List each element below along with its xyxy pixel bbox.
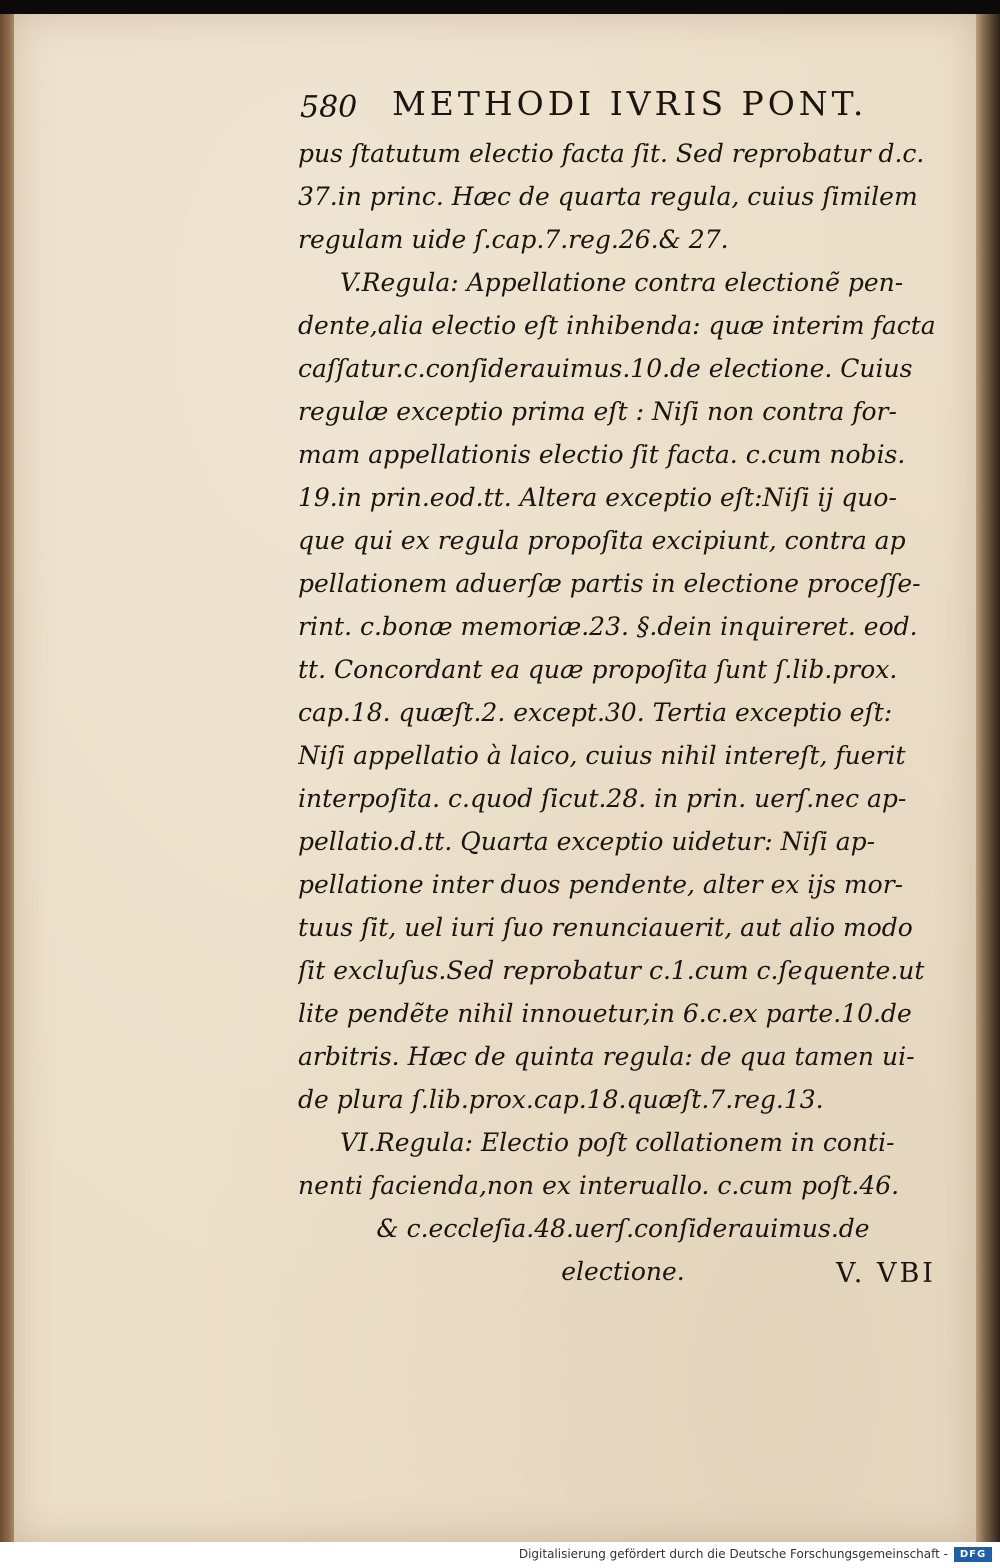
text-line: V.Regula: Appellatione contra electionẽ pen-	[340, 268, 904, 297]
text-line: lite pendẽte nihil innouetur,in 6.c.ex parte.10.de	[298, 999, 912, 1028]
dfg-logo: DFG	[954, 1547, 992, 1562]
text-line: pus ſtatutum electio facta ſit. Sed reprobatur d.c.	[298, 139, 925, 168]
text-line: que qui ex regula propoſita excipiunt, contra ap	[298, 526, 906, 555]
text-line: regulam uide ſ.cap.7.reg.26.& 27.	[298, 225, 729, 254]
text-line: tt. Concordant ea quæ propoſita ſunt ſ.lib.prox.	[298, 655, 898, 684]
text-line: mam appellationis electio ſit facta. c.cum nobis.	[298, 440, 906, 469]
text-line: de plura ſ.lib.prox.cap.18.quæſt.7.reg.13.	[298, 1085, 824, 1114]
book-binding-edge	[0, 14, 14, 1542]
digitization-footer	[0, 1542, 1000, 1568]
text-line: Niſi appellatio à laico, cuius nihil intereſt, fuerit	[298, 741, 906, 770]
text-line: electione.	[561, 1257, 685, 1286]
page-fore-edge	[976, 14, 1000, 1542]
text-line: dente,alia electio eſt inhibenda: quæ interim facta	[298, 311, 936, 340]
text-line: pellatio.d.tt. Quarta exceptio uidetur: Niſi ap-	[298, 827, 876, 856]
text-line: cap.18. quæſt.2. except.30. Tertia exceptio eſt:	[298, 698, 893, 727]
text-line: pellatione inter duos pendente, alter ex ijs mor-	[298, 870, 904, 899]
scan-border-top	[0, 0, 1000, 14]
footer-credit: Digitalisierung gefördert durch die Deutsche Forschungsgemeinschaft -	[518, 1547, 948, 1561]
text-line: pellationem aduerſæ partis in electione proceſſe-	[298, 569, 921, 598]
text-line: rint. c.bonæ memoriæ.23. §.dein inquireret. eod.	[298, 612, 918, 641]
text-line: nenti facienda,non ex interuallo. c.cum poſt.46.	[298, 1171, 900, 1200]
text-line: regulæ exceptio prima eſt : Niſi non contra for-	[298, 397, 897, 426]
text-line: 19.in prin.eod.tt. Altera exceptio eſt:Niſi ij quo-	[298, 483, 897, 512]
text-line: 37.in princ. Hæc de quarta regula, cuius ſimilem	[298, 182, 918, 211]
body-text	[298, 132, 948, 1293]
running-title: METHODI IVRIS PONT.	[392, 84, 868, 123]
text-line: VI.Regula: Electio poſt collationem in conti-	[340, 1128, 895, 1157]
text-line: caſſatur.c.conſiderauimus.10.de electione. Cuius	[298, 354, 913, 383]
text-line: arbitris. Hæc de quinta regula: de qua tamen ui-	[298, 1042, 915, 1071]
catchword: V. VBI	[836, 1258, 936, 1289]
text-line: interpoſita. c.quod ſicut.28. in prin. uerſ.nec ap-	[298, 784, 907, 813]
page-number: 580	[300, 90, 358, 125]
text-line: ſit excluſus.Sed reprobatur c.1.cum c.ſequente.ut	[298, 956, 925, 985]
page-header	[300, 84, 890, 132]
text-line: tuus ſit, uel iuri ſuo renunciauerit, aut alio modo	[298, 913, 913, 942]
text-line: & c.eccleſia.48.uerſ.conſiderauimus.de	[376, 1214, 870, 1243]
